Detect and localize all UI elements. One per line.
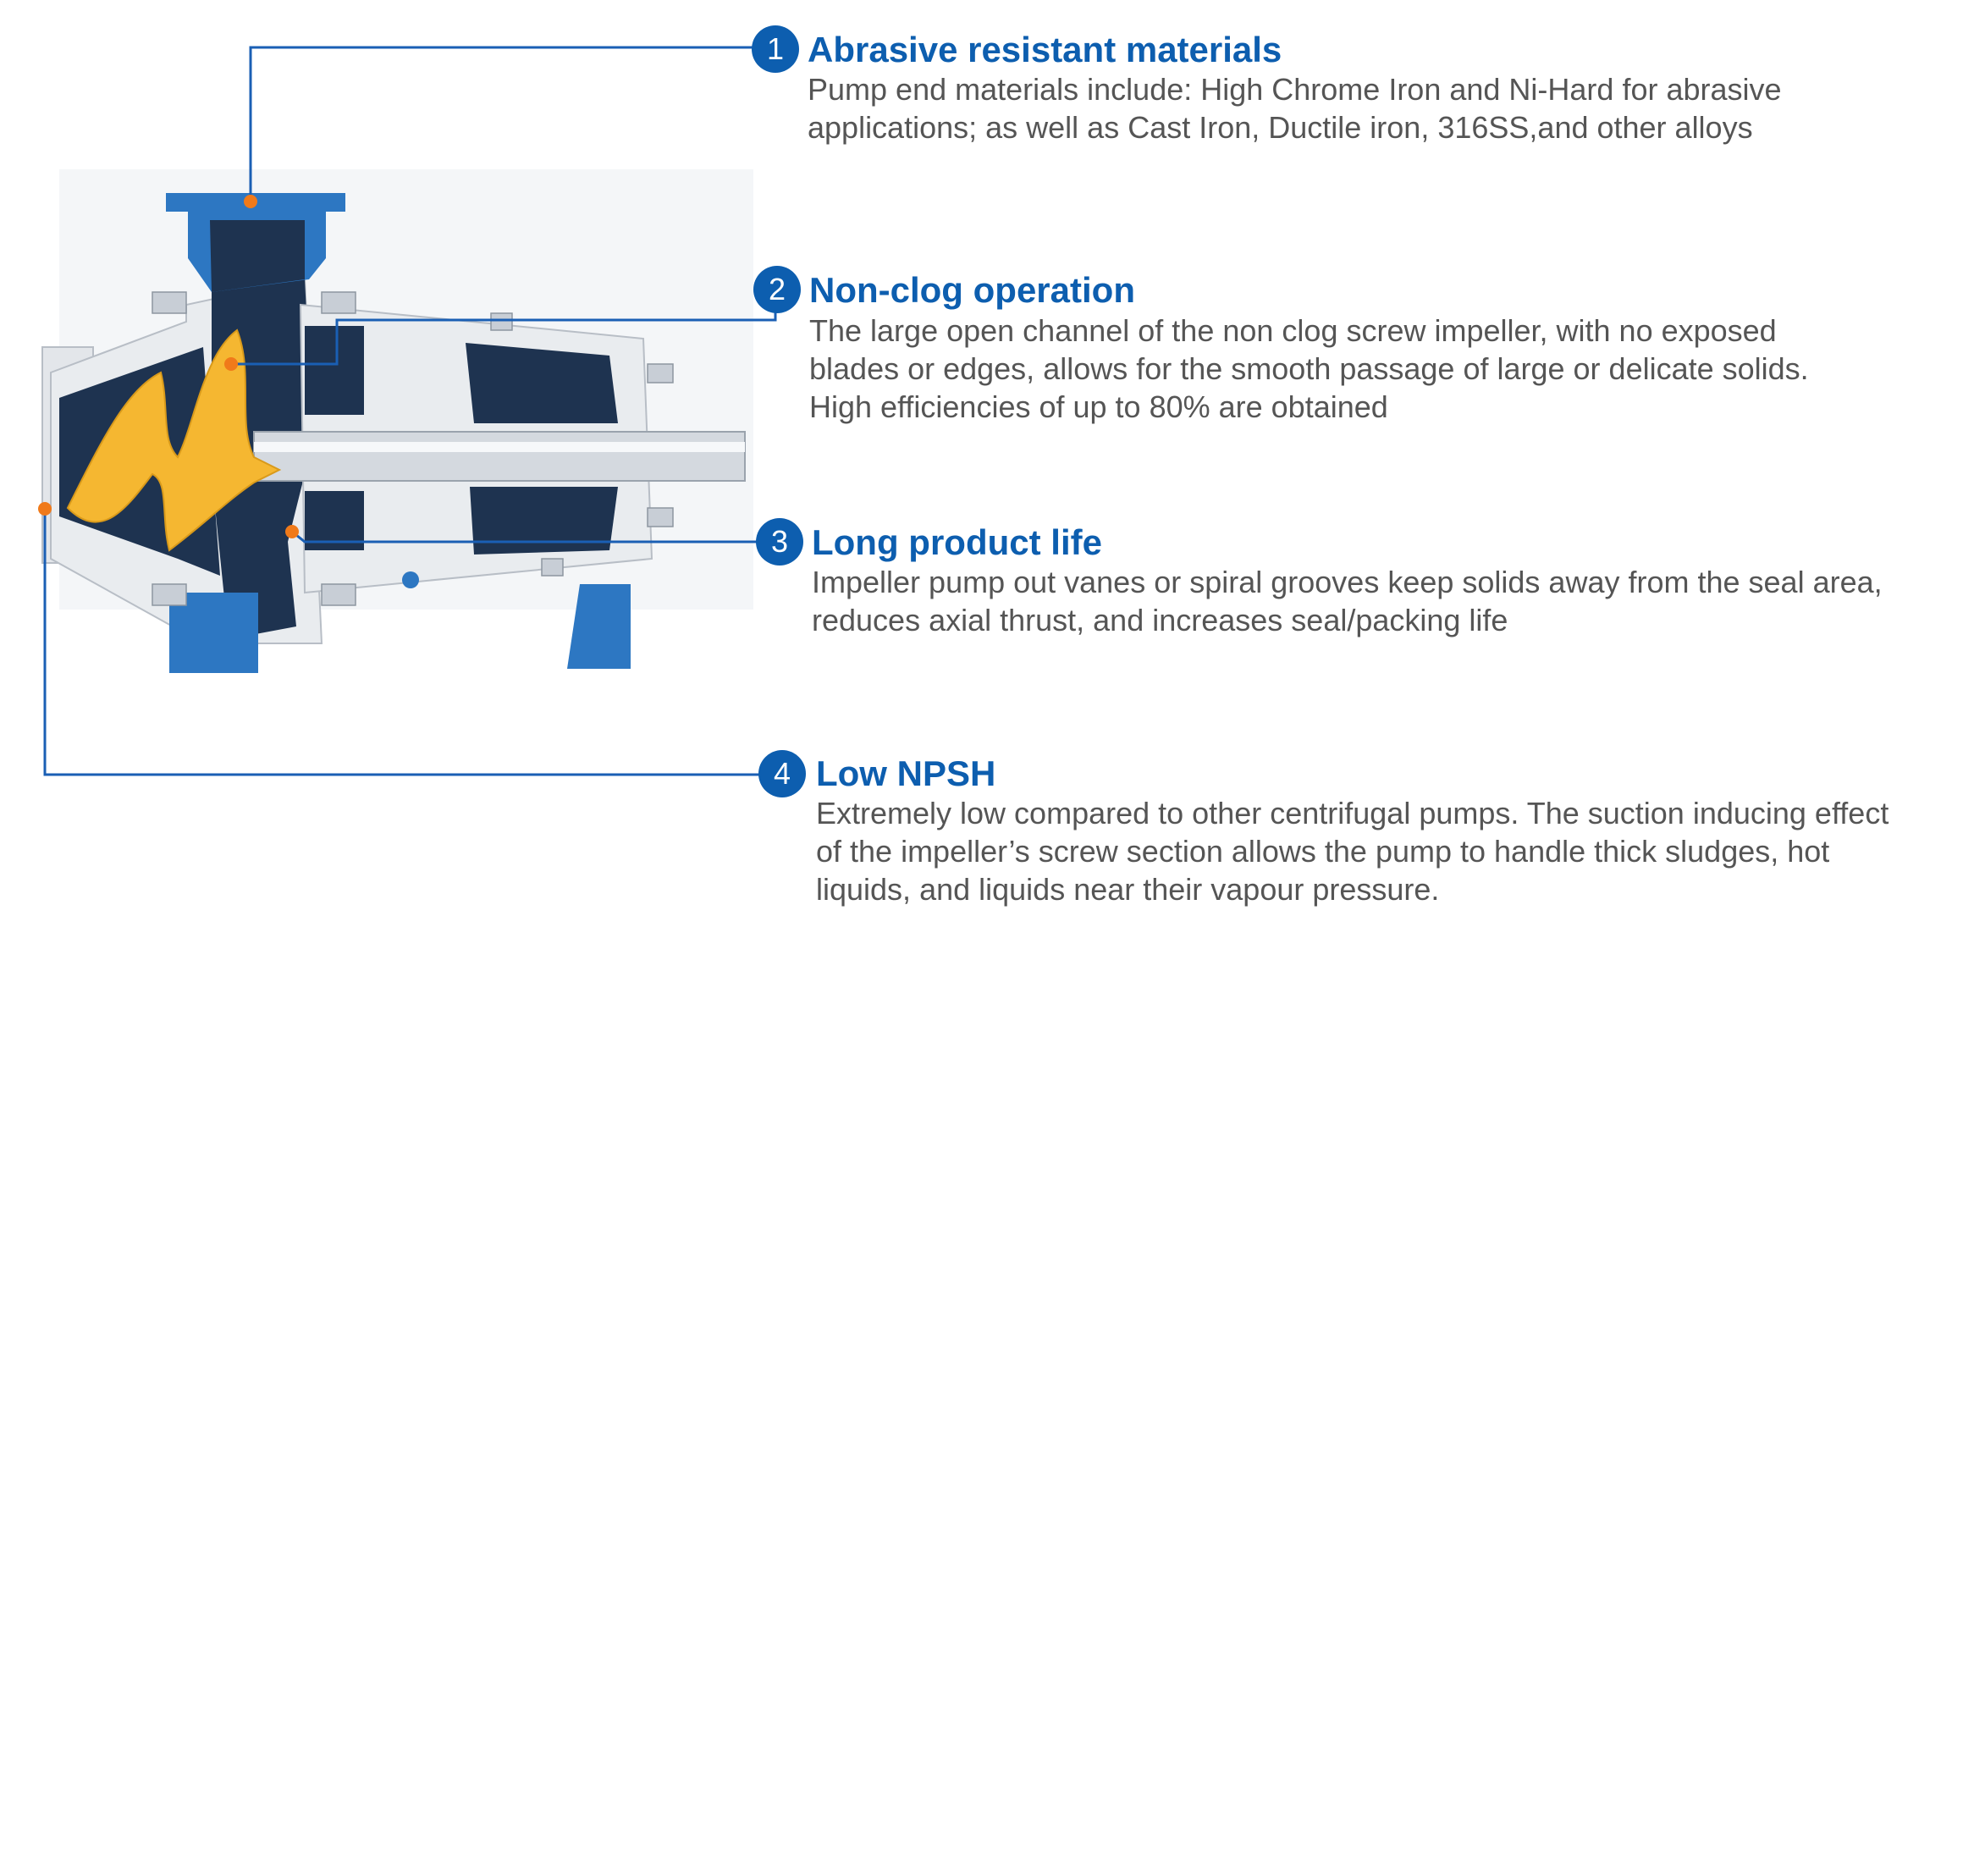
description-line: Extremely low compared to other centrifugal pumps. The suction inducing effect: [816, 796, 1889, 830]
description-line: liquids, and liquids near their vapour pressure.: [816, 872, 1440, 907]
description-line: of the impeller’s screw section allows the pump to handle thick sludges, hot: [816, 834, 1830, 869]
number-badge-2: 2: [753, 266, 801, 313]
number-badge-4: 4: [758, 750, 806, 797]
feature-description: [812, 563, 1883, 639]
number-badge-1: 1: [752, 25, 799, 73]
number-badge-3: 3: [756, 518, 803, 566]
marker-1: [244, 195, 257, 208]
description-line: reduces axial thrust, and increases seal/packing life: [812, 603, 1508, 637]
feature-title: Long product life: [812, 522, 1102, 562]
bearing-housing: [466, 343, 618, 423]
shaft: [254, 432, 745, 481]
marker-2: [224, 357, 238, 371]
drain-plug: [402, 571, 419, 588]
feature-title: Non-clog operation: [809, 270, 1135, 310]
description-line: High efficiencies of up to 80% are obtained: [809, 389, 1388, 424]
description-line: Pump end materials include: High Chrome Iron and Ni-Hard for abrasive: [808, 72, 1782, 107]
description-line: applications; as well as Cast Iron, Ductile iron, 316SS,and other alloys: [808, 110, 1753, 145]
feature-description: [809, 312, 1809, 426]
description-line: The large open channel of the non clog screw impeller, with no exposed: [809, 313, 1777, 348]
seal-chamber: [305, 326, 364, 415]
description-line: blades or edges, allows for the smooth passage of large or delicate solids.: [809, 351, 1809, 386]
marker-4: [38, 502, 52, 516]
feature-description: [816, 794, 1889, 908]
feature-description: [808, 70, 1782, 146]
feature-title: Abrasive resistant materials: [808, 30, 1282, 69]
pump-cross-section-illustration: [42, 169, 753, 673]
description-line: Impeller pump out vanes or spiral grooves keep solids away from the seal area,: [812, 565, 1883, 599]
feature-title: Low NPSH: [816, 753, 996, 793]
marker-3: [285, 525, 299, 538]
